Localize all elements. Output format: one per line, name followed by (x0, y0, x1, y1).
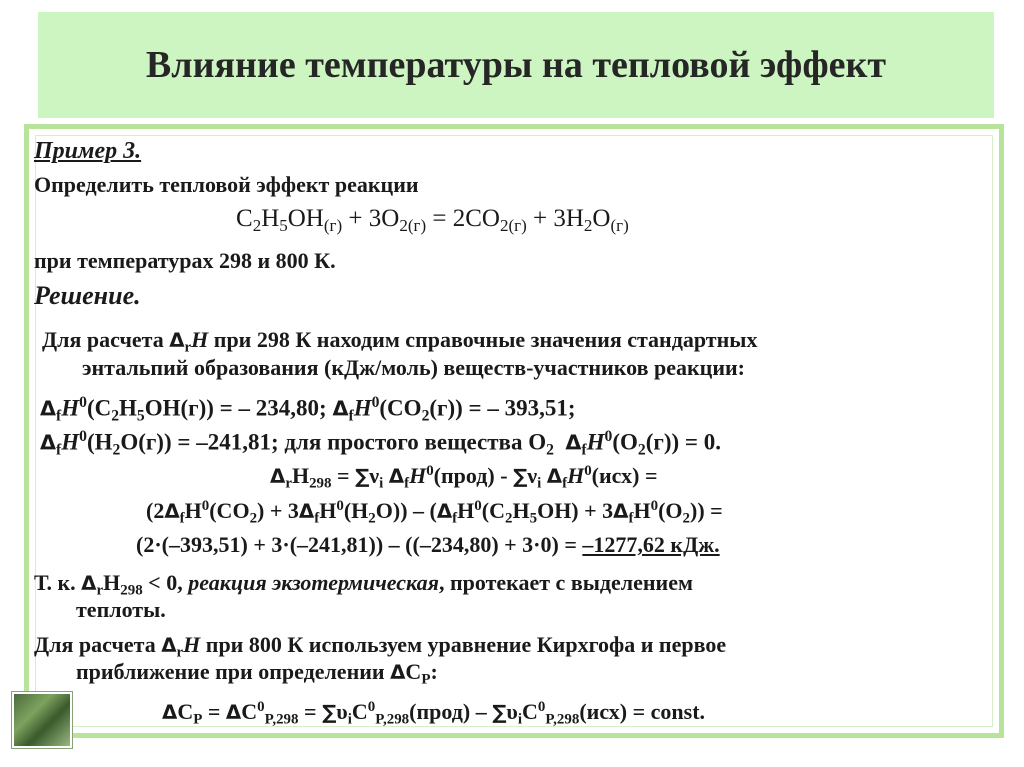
conclusion-line-1: Т. к. $\Delta_rH_{298} < 0$, реакция экзотермическая, протекает с выделением (34, 570, 693, 599)
kirchhoff-line-2: приближение при определении $\Delta C_P$: (76, 659, 438, 688)
slide-title: Влияние температуры на тепловой эффект (145, 44, 887, 86)
enthalpy-line-2: $\Delta_fH^0(H_2O(г)) = -241,81$; для простого вещества $O_2$ $\Delta_fH^0(O_2(г)) = 0$. (40, 428, 721, 459)
paragraph-1-line-1: Для расчета $\Delta_rH$ при 298 К находим справочные значения стандартных (42, 327, 758, 356)
delta-icon: Δ (169, 329, 185, 352)
enthalpy-line-1: $\Delta_fH^0(C_2H_5OH(г))$ = – 234,80; $\Delta_fH^0(CO_2(г))$ = – 393,51; (40, 394, 576, 425)
enthalpy-expansion: $(2\Delta_fH^0(CO_2) + 3\Delta_fH^0(H_2O)) - (\Delta_fH^0(C_2H_5OH) + 3\Delta_fH^0(O_2))$ = (146, 498, 723, 527)
task-text: Определить тепловой эффект реакции (34, 172, 419, 197)
numeric-result: (2·(–393,51) + 3·(–241,81)) – ((–234,80) + 3·0) = –1277,62 кДж. (136, 532, 720, 557)
kirchhoff-line-1: Для расчета $\Delta_rH$ при 800 К используем уравнение Кирхгофа и первое (34, 632, 727, 661)
reaction-equation: $C_2H_5OH_{(г)} + 3O_{2(г)} = 2CO_{2(г)} + 3H_2O_{(г)}$ (236, 205, 629, 236)
temperatures-text: при температурах 298 и 800 К. (34, 248, 336, 273)
sum-icon: ∑ (355, 465, 370, 489)
title-banner (38, 12, 994, 118)
result-value: –1277,62 кДж. (582, 532, 720, 557)
heat-capacity-formula: $\Delta C_P = \Delta C^0_{P,298}$ = $\sum\upsilon_iC^0_{P,298}(прод) - \sum\upsilon_iC^0_{P,298}(исх)$ = const. (162, 699, 706, 728)
solution-label: Решение. (34, 281, 141, 310)
conclusion-line-2: теплоты. (76, 597, 166, 622)
landscape-thumbnail-image (12, 692, 72, 748)
paragraph-1-line-2: энтальпий образования (кДж/моль) веществ-участников реакции: (82, 355, 746, 380)
enthalpy-formula: $\Delta_rH_{298} = \sum\nu_i$ $\Delta_fH^0(прод) - \sum\nu_i$ $\Delta_fH^0(исх)$ = (270, 463, 658, 492)
example-label: Пример 3. (34, 138, 142, 164)
